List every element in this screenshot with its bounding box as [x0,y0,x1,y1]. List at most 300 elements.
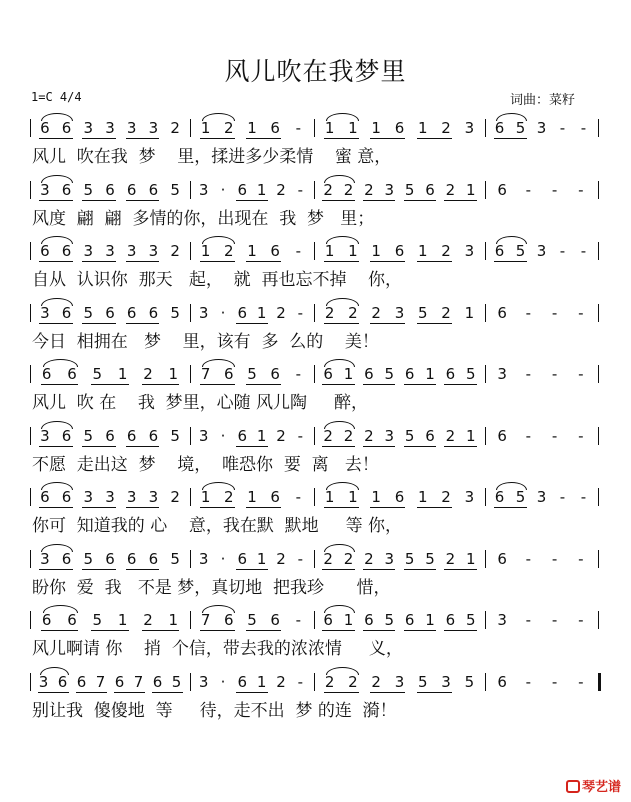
note: 6 [61,180,72,199]
bar-line [190,365,191,383]
bar-line [598,304,599,322]
slur [41,175,73,183]
note: - [295,611,302,629]
note: 1 [371,242,381,260]
note: 6 [364,365,374,383]
note: - [525,180,532,199]
note: 1 [418,242,428,260]
note: 3 [198,549,209,568]
bar-line [314,550,315,568]
beam-line [236,200,267,201]
note: 6 [497,549,507,568]
note: - [551,180,558,199]
note: 2 [276,426,286,445]
note: 3 [148,242,159,260]
slur [40,667,69,675]
note: 3 [40,426,50,445]
note: 1 [117,365,128,383]
note: 6 [148,180,159,199]
slur [43,605,78,613]
note: · [220,549,226,568]
beam-line [246,138,281,139]
note: 1 [348,488,358,506]
note: 2 [324,672,335,691]
note: 1 [466,549,476,568]
note: 3 [536,242,547,260]
bar-line [485,611,486,629]
note: 6 [57,672,68,691]
note: 3 [148,119,159,137]
bar-line [30,119,31,137]
note: - [295,488,302,506]
beam-line [114,692,145,693]
beam-line [82,323,116,324]
note: 7 [200,611,211,629]
note: 5 [171,672,182,691]
beam-line [200,384,235,385]
bar-line [485,550,486,568]
note: 3 [497,611,507,629]
note: 6 [404,365,415,383]
note: 1 [200,119,211,137]
bar-line [314,181,315,199]
slur [43,359,78,367]
note: 2 [323,426,333,445]
note: - [525,549,532,568]
note: 3 [105,242,115,260]
bar-line [598,181,599,199]
beam-line [200,261,235,262]
beam-line [404,446,436,447]
logo-icon [566,780,580,793]
bar-line [30,181,31,199]
lyric-line: 你可 知道我的 心 意，我在默 默地 等 你， [32,516,403,536]
note: 6 [126,180,137,199]
note: 5 [404,180,415,199]
note: 5 [384,365,395,383]
note: 6 [494,119,505,137]
beam-line [82,138,116,139]
bar-line [314,427,315,445]
slur [324,544,354,552]
note: - [551,549,558,568]
note: 1 [324,242,335,260]
note: 1 [324,488,335,506]
note: - [297,549,304,568]
note: 1 [168,365,179,383]
note: - [559,119,566,137]
note: 1 [200,488,211,506]
note: 6 [61,242,72,260]
slur [324,605,354,613]
note: 2 [441,119,451,137]
note: 6 [270,611,280,629]
beam-line [39,569,73,570]
beam-line [324,261,359,262]
note: 6 [224,611,234,629]
slur [326,298,359,306]
beam-line [91,384,128,385]
note: 3 [126,119,137,137]
beam-line [444,446,476,447]
slur [326,113,359,121]
note: 1 [425,611,435,629]
note: 2 [224,488,234,506]
beam-line [39,446,73,447]
note: 3 [384,426,395,445]
note: 6 [40,242,50,260]
note: 1 [168,611,179,629]
note: · [220,180,226,199]
beam-line [82,261,116,262]
note: 6 [126,426,137,445]
note: 1 [324,119,335,137]
note: 6 [41,365,52,383]
beam-line [126,569,160,570]
note: 1 [256,303,267,322]
beam-line [417,261,452,262]
slur [41,421,73,429]
note: 3 [83,488,94,506]
slur [41,236,73,244]
bar-line [485,488,486,506]
slur [202,113,235,121]
slur [202,605,235,613]
note: - [525,611,532,629]
note: 3 [148,488,159,506]
beam-line [82,569,116,570]
slur [202,482,235,490]
slur [41,298,73,306]
lyric-line: 风儿啊请 你 捎 个信，带去我的浓浓情 义， [32,639,403,659]
site-logo [566,776,621,795]
beam-line [236,323,267,324]
note: 2 [143,365,153,383]
note: 6 [394,488,405,506]
key-signature: 1=C 4/4 [31,90,82,104]
slur [496,236,527,244]
note: 6 [425,180,435,199]
note: 5 [418,672,428,691]
bar-line [485,673,486,691]
bar-line [314,673,315,691]
beam-line [41,384,78,385]
beam-line [322,446,354,447]
note: - [580,242,587,260]
note: 2 [324,303,335,322]
slur [326,667,359,675]
logo-text: 琴艺谱 [582,780,622,795]
beam-line [444,630,476,631]
beam-line [494,138,527,139]
beam-line [126,323,160,324]
note: 7 [133,672,144,691]
note: · [220,426,226,445]
beam-line [200,138,235,139]
slur [326,236,359,244]
beam-line [363,384,395,385]
note: 3 [464,242,475,260]
note: 5 [170,426,180,445]
beam-line [39,200,73,201]
note: 2 [143,611,153,629]
note: - [297,672,304,691]
note: - [580,488,587,506]
bar-line [30,365,31,383]
slur [496,113,527,121]
beam-line [246,507,281,508]
beam-line [246,384,281,385]
note: 2 [371,672,381,691]
slur [324,359,354,367]
beam-line [363,569,395,570]
beam-line [404,200,436,201]
note: - [525,426,532,445]
note: 6 [76,672,87,691]
note: 1 [348,119,358,137]
note: 1 [117,611,128,629]
beam-line [152,692,183,693]
note: 1 [256,426,267,445]
note: 2 [441,303,451,322]
beam-line [417,323,452,324]
note: 1 [256,549,267,568]
note: 1 [256,180,267,199]
note: 7 [200,365,211,383]
beam-line [246,261,281,262]
bar-line [485,181,486,199]
slur [41,544,73,552]
note: 2 [323,549,333,568]
note: 5 [170,180,180,199]
beam-line [236,569,267,570]
note: 2 [348,672,358,691]
note: 2 [343,180,354,199]
note: 6 [404,611,415,629]
bar-line [314,119,315,137]
beam-line [246,630,281,631]
note: - [578,303,584,322]
note: 6 [40,488,50,506]
note: 1 [464,303,475,322]
note: 6 [497,426,507,445]
note: 5 [92,611,103,629]
note: 6 [61,549,72,568]
note: 1 [371,119,381,137]
note: 2 [441,488,451,506]
bar-line [314,488,315,506]
note: 3 [394,672,405,691]
note: 5 [404,549,415,568]
bar-line [190,119,191,137]
note: 5 [83,426,94,445]
note: 5 [418,303,428,322]
note: 2 [170,242,180,260]
note: 1 [466,426,476,445]
note: 6 [126,303,137,322]
beam-line [363,200,395,201]
lyric-line: 风儿 吹 在 我 梦里，心随 风儿陶 醉， [32,393,369,413]
note: 5 [170,549,180,568]
note: 5 [83,303,94,322]
note: 3 [536,119,547,137]
note: 6 [126,549,137,568]
bar-line [314,611,315,629]
note: - [578,672,584,691]
note: 6 [237,180,248,199]
note: 6 [67,365,77,383]
bar-line [485,242,486,260]
note: 3 [83,119,94,137]
note: 3 [105,488,115,506]
beam-line [126,261,160,262]
note: 6 [114,672,125,691]
note: 2 [364,180,374,199]
note: 1 [418,119,428,137]
note: 5 [83,180,94,199]
note: 6 [61,488,72,506]
note: 5 [515,242,526,260]
note: 2 [323,180,333,199]
note: 1 [247,119,257,137]
note: 6 [394,119,405,137]
lyric-line: 自从 认识你 那天 起， 就 再也忘不掉 你， [32,270,403,290]
bar-line [598,673,601,691]
beam-line [38,692,69,693]
beam-line [39,323,73,324]
note: 6 [237,303,248,322]
note: - [295,242,302,260]
beam-line [322,569,354,570]
note: 6 [67,611,77,629]
note: 6 [270,365,280,383]
note: 2 [445,180,456,199]
note: 3 [384,549,395,568]
note: 6 [237,426,248,445]
note: 6 [497,180,507,199]
note: - [578,365,584,383]
beam-line [82,200,116,201]
note: 6 [270,119,280,137]
bar-line [485,304,486,322]
note: 3 [464,488,475,506]
note: - [551,365,558,383]
beam-line [370,138,405,139]
note: 6 [270,242,280,260]
beam-line [322,200,354,201]
note: 1 [343,365,354,383]
note: 1 [247,242,257,260]
note: 5 [464,672,475,691]
beam-line [236,446,267,447]
beam-line [444,200,476,201]
note: 1 [466,180,476,199]
bar-line [30,611,31,629]
note: 1 [200,242,211,260]
song-title: 风儿吹在我梦里 [224,57,407,86]
note: - [525,672,532,691]
note: 6 [148,426,159,445]
note: 7 [95,672,106,691]
note: 2 [224,119,234,137]
note: 1 [371,488,381,506]
note: 6 [40,119,50,137]
lyric-line: 盼你 爱 我 不是 梦，真切地 把我珍 惜， [32,577,391,598]
note: 6 [237,672,248,691]
note: - [559,488,566,506]
beam-line [126,446,160,447]
note: 6 [224,365,234,383]
note: 2 [224,242,234,260]
note: 3 [40,180,50,199]
note: 1 [247,488,257,506]
note: 6 [445,365,456,383]
note: - [578,180,584,199]
note: 2 [441,242,451,260]
note: 2 [343,549,354,568]
note: 6 [323,365,333,383]
beam-line [126,200,160,201]
bar-line [190,488,191,506]
note: - [578,611,584,629]
beam-line [82,507,116,508]
note: 6 [323,611,333,629]
note: - [551,426,558,445]
note: 5 [170,303,180,322]
note: 1 [343,611,354,629]
beam-line [370,261,405,262]
beam-line [404,569,436,570]
note: 2 [170,488,180,506]
beam-line [444,569,476,570]
bar-line [598,365,599,383]
note: 3 [198,303,209,322]
beam-line [370,692,405,693]
note: 3 [126,242,137,260]
note: 6 [61,426,72,445]
bar-line [314,304,315,322]
note: 1 [256,672,267,691]
lyric-line: 别让我 傻傻地 等 待，走不出 梦 的连 漪！ [32,700,397,721]
bar-line [30,427,31,445]
note: - [578,426,584,445]
note: - [295,119,302,137]
note: 2 [364,426,374,445]
beam-line [363,630,395,631]
lyric-line: 不愿 走出这 梦 境， 唯恐你 要 离 去！ [32,454,379,475]
note: - [297,303,304,322]
note: 5 [404,426,415,445]
bar-line [598,242,599,260]
note: 3 [441,672,451,691]
note: 3 [126,488,137,506]
slur [324,421,354,429]
note: 6 [61,119,72,137]
beam-line [126,507,160,508]
beam-line [370,323,405,324]
bar-line [30,550,31,568]
bar-line [485,427,486,445]
bar-line [598,611,599,629]
note: - [525,303,532,322]
note: 2 [276,672,286,691]
note: 6 [105,549,115,568]
note: - [551,303,558,322]
beam-line [39,507,73,508]
note: - [578,549,584,568]
note: 2 [364,549,374,568]
note: 6 [497,303,507,322]
